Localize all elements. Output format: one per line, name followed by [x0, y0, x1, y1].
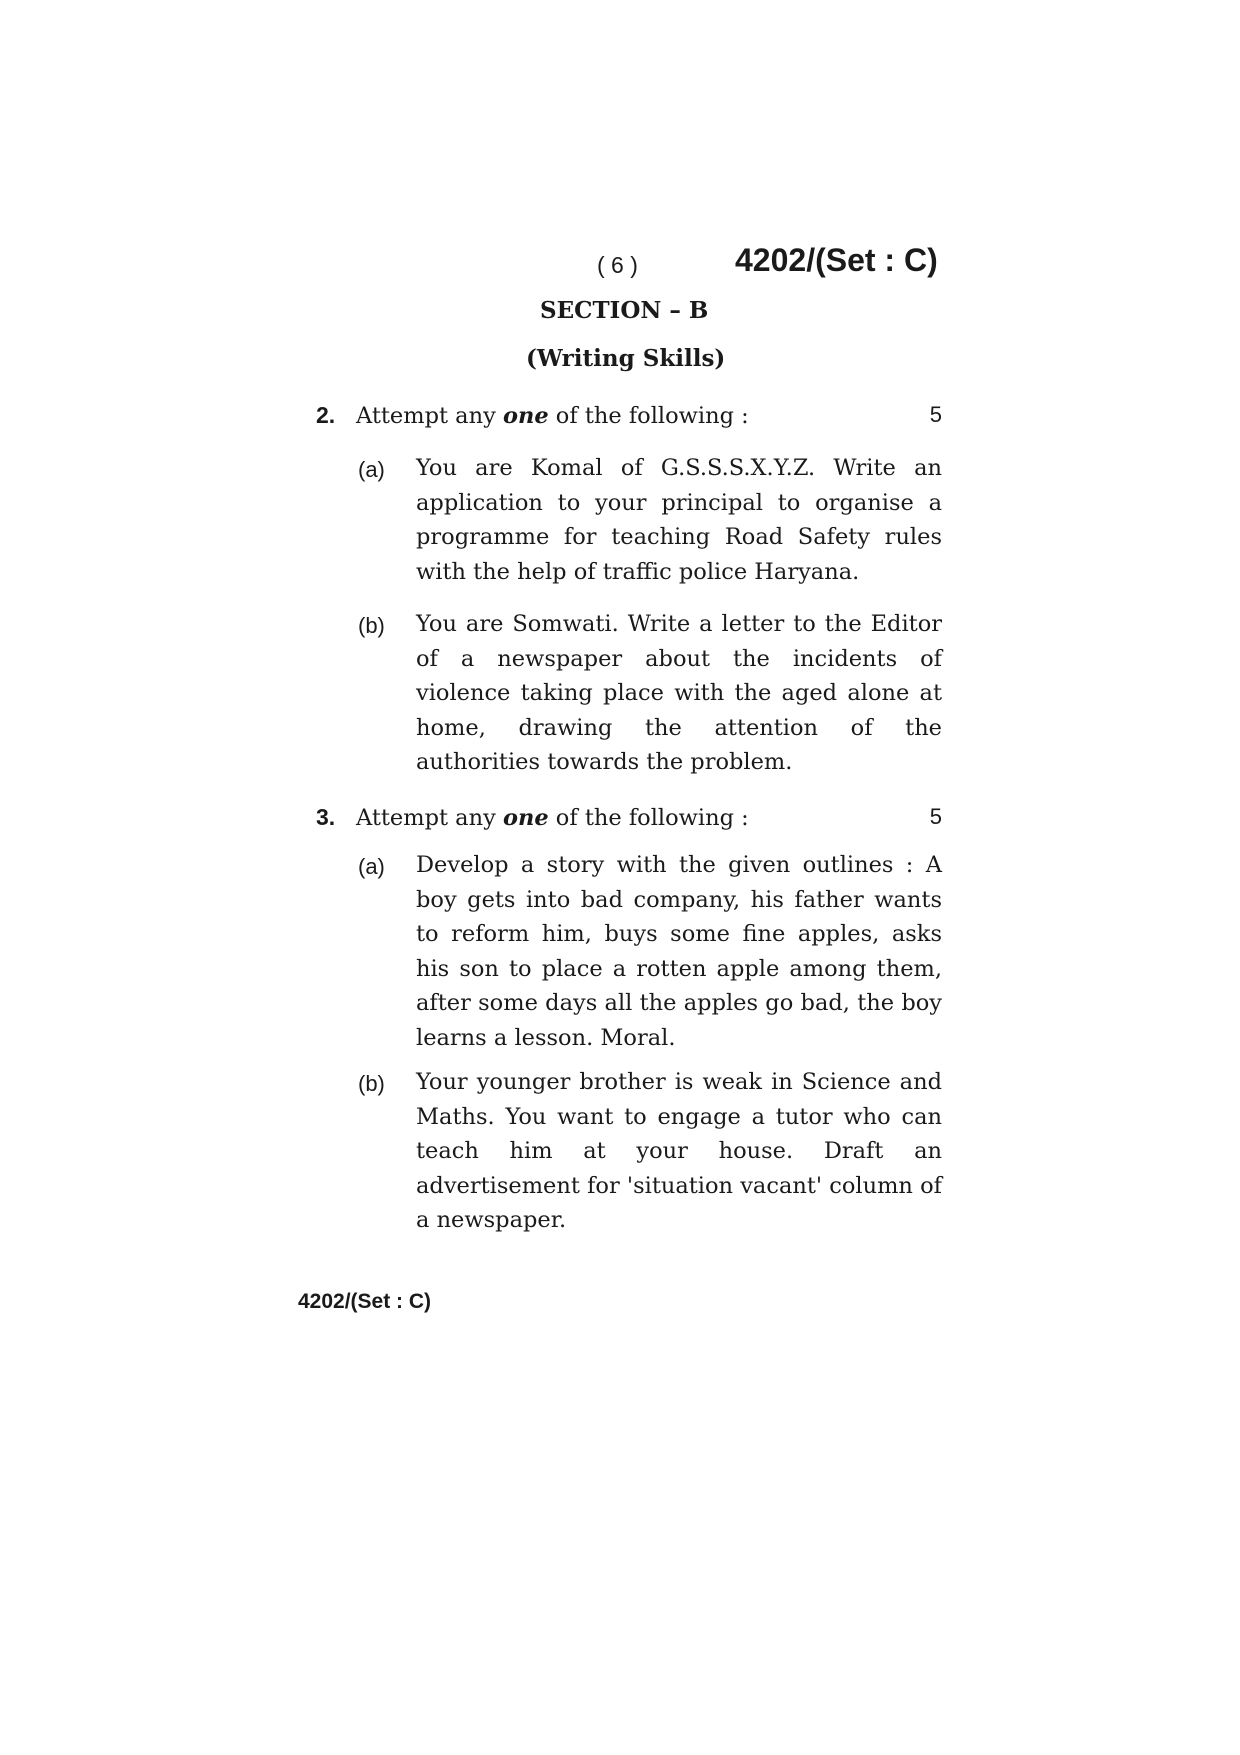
question-number: 2. — [316, 402, 336, 428]
option-label: (b) — [358, 1071, 385, 1096]
paper-code-header: 4202/(Set : C) — [735, 242, 938, 278]
question-3-prompt — [316, 804, 942, 831]
prompt-text: of the following : — [548, 403, 749, 429]
question-number: 3. — [316, 804, 336, 830]
section-subtitle: (Writing Skills) — [526, 345, 726, 372]
option-label: (a) — [358, 457, 385, 482]
prompt-text: of the following : — [548, 805, 749, 831]
paper-code-footer: 4202/(Set : C) — [298, 1290, 432, 1313]
option-text: Your younger brother is weak in Science and Maths. You want to engage a tutor who can teach him at your house. Draft an advertisement for 'situation vacant' column of a newspaper. — [416, 1069, 942, 1233]
section-title: SECTION – B — [540, 297, 709, 324]
prompt-emphasis: one — [502, 403, 549, 429]
option-text: You are Komal of G.S.S.S.X.Y.Z. Write an application to your principal to organise a programme for teaching Road Safety rules with the help of traffic police Haryana. — [416, 455, 942, 585]
option-label: (b) — [358, 613, 385, 638]
prompt-text: Attempt any — [356, 403, 503, 429]
option-text: Develop a story with the given outlines : A boy gets into bad company, his father wants to reform him, buys some fine apples, asks his son to place a rotten apple among them, after some days all the apples go bad, the boy learns a lesson. Moral. — [416, 852, 942, 1051]
question-marks: 5 — [929, 402, 942, 427]
page-number: ( 6 ) — [597, 252, 638, 278]
question-2-prompt — [316, 402, 942, 429]
option-label: (a) — [358, 854, 385, 879]
question-marks: 5 — [929, 804, 942, 829]
prompt-emphasis: one — [502, 805, 549, 831]
option-text: You are Somwati. Write a letter to the Editor of a newspaper about the incidents of violence taking place with the aged alone at home, drawing the attention of the authorities towards the problem. — [416, 611, 942, 775]
prompt-text: Attempt any — [356, 805, 503, 831]
